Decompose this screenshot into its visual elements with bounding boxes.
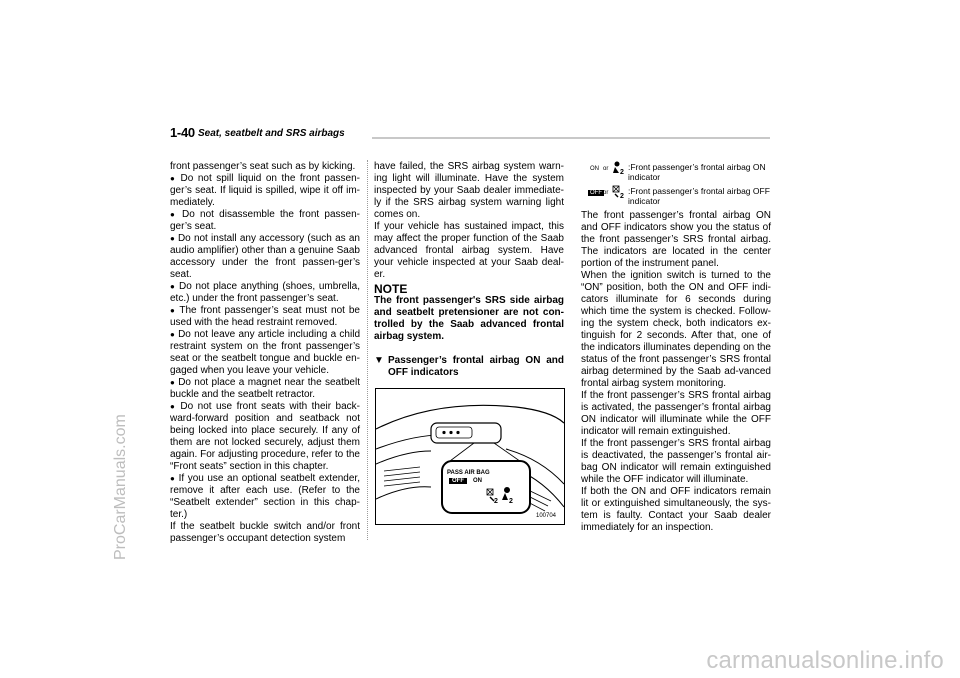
text-column-1	[170, 161, 360, 545]
svg-text:2: 2	[620, 193, 624, 199]
off-indicator-row	[590, 184, 770, 208]
header-rule	[372, 137, 770, 139]
bullet-item: ● Do not use front seats with their back-ward-forward position and seatback not being locked into place securely. If any of them are not locked securely, adjust them again. For adjusting procedure, refer to the “Front seats” section in this chapter.	[170, 401, 360, 473]
bullet-item: ● Do not install any accessory (such as an audio amplifier) other than a genuine Saab accessory under the front passen-ger’s seat.	[170, 233, 360, 281]
text-column-3	[581, 210, 771, 534]
occupant-on-icon	[612, 161, 626, 175]
paragraph: The front passenger’s frontal airbag ON and OFF indicators show you the status of the front passenger’s SRS frontal airbag. The indicators are located in the center portion of the instrument panel.	[581, 210, 771, 269]
text-column-2	[374, 161, 564, 379]
bullet-item: ● The front passenger’s seat must not be used with the head restraint removed.	[170, 305, 360, 329]
paragraph: When the ignition switch is turned to the “ON” position, both the ON and OFF indi-cators illuminate for 6 seconds during which time the system is checked. Follow-ing the system check, both indicators ex-tinguish for 2 seconds. After that, one of the indicators illuminates depending on the status of the front passenger’s SRS frontal airbag determined by the Saab ad-vanced frontal airbag system monitoring.	[581, 270, 771, 389]
off-indicator-text: :Front passenger’s frontal airbag OFF indicator	[628, 186, 770, 206]
note-title: NOTE	[374, 282, 408, 296]
watermark-left: ProCarManuals.com	[112, 414, 129, 560]
note-text: The front passenger's SRS side airbag and seatbelt pretensioner are not con-trolled by the Saab advanced frontal airbag system.	[374, 295, 564, 342]
indicator-legend	[590, 160, 770, 208]
occupant-off-icon	[612, 185, 626, 199]
watermark-bottom: carmanualsonline.info	[706, 647, 944, 674]
paragraph: front passenger’s seat such as by kicking.	[170, 161, 356, 172]
bullet-item: ● Do not place anything (shoes, umbrella, etc.) under the front passenger’s seat.	[170, 281, 360, 305]
svg-text:2: 2	[620, 169, 624, 175]
bullet-item: ● Do not spill liquid on the front passen-ger’s seat. If liquid is spilled, wipe it off im-mediately.	[170, 173, 360, 209]
bullet-item: ● If you use an optional seatbelt extender, remove it after each use. (Refer to the “Seatbelt extender” section in this chap-ter.)	[170, 473, 360, 521]
column-divider	[367, 160, 368, 540]
triangle-marker: ▼	[374, 355, 384, 366]
paragraph: If the seatbelt buckle switch and/or front passenger’s occupant detection system	[170, 521, 360, 544]
on-label: ON	[473, 478, 482, 484]
on-indicator-text: :Front passenger’s frontal airbag ON indicator	[628, 162, 766, 182]
paragraph: have failed, the SRS airbag system warn-ing light will illuminate. Have the system inspected by your Saab dealer immediate-ly if the SRS airbag system warning light comes on.	[374, 161, 564, 220]
or-word: or	[603, 166, 609, 172]
section-title: Seat, seatbelt and SRS airbags	[198, 128, 345, 139]
page-number: 1-40	[170, 125, 195, 140]
svg-text:2: 2	[494, 498, 498, 505]
off-tag: OFF	[590, 190, 602, 196]
paragraph: If the front passenger’s SRS frontal airbag is deactivated, the passenger’s frontal air-bag ON indicator will remain extinguished while the OFF indicator will illuminate.	[581, 438, 771, 485]
off-label: OFF	[449, 478, 467, 484]
paragraph: If your vehicle has sustained impact, this may affect the proper function of the Saab advanced frontal airbag system. Have your vehicle inspected at your Saab deal-er.	[374, 221, 564, 280]
pass-airbag-label: PASS AIR BAG	[447, 470, 490, 476]
on-indicator-row	[590, 160, 770, 184]
svg-text:2: 2	[509, 498, 513, 505]
dashboard-illustration	[376, 389, 564, 524]
or-word: or	[603, 190, 609, 196]
figure-code: 100704	[536, 513, 557, 519]
paragraph: If the front passenger’s SRS frontal airbag is activated, the passenger’s frontal airbag ON indicator will illuminate while the OFF indicator will remain extinguished.	[581, 390, 771, 437]
bullet-item: ● Do not leave any article including a child restraint system on the front passenger’s seat or the seatbelt tongue and buckle en-gaged when you leave your vehicle.	[170, 329, 360, 377]
page-header	[170, 125, 770, 142]
bullet-item: ● Do not place a magnet near the seatbelt buckle and the seatbelt retractor.	[170, 377, 360, 401]
paragraph: If both the ON and OFF indicators remain lit or extinguished simultaneously, the sys-tem is faulty. Contact your Saab dealer immediately for an inspection.	[581, 486, 771, 533]
dashboard-figure	[375, 388, 565, 525]
subheading-text: Passenger’s frontal airbag ON and OFF indicators	[388, 355, 564, 378]
on-tag: ON	[590, 166, 599, 172]
bullet-item: ● Do not disassemble the front passen-ger’s seat.	[170, 209, 360, 233]
subheading	[374, 355, 564, 379]
